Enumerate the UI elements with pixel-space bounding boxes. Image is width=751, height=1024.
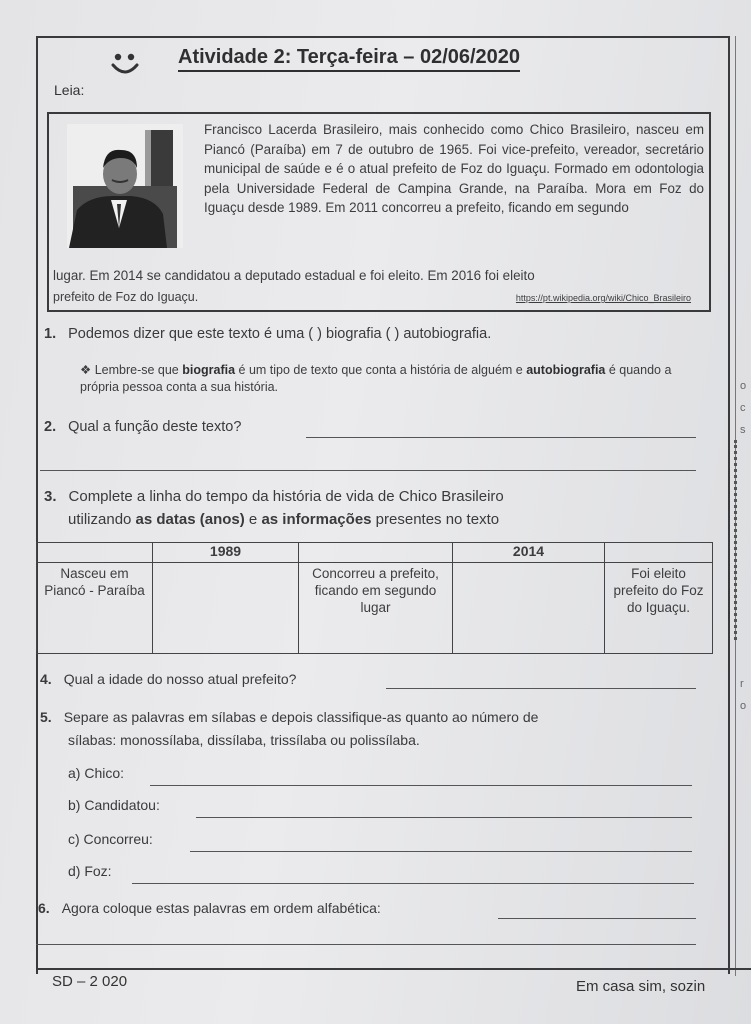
adjacent-page-edge (735, 36, 751, 976)
answer-line-a[interactable] (150, 785, 692, 786)
footer-divider (36, 968, 751, 970)
question-3: 3. Complete a linha do tempo da história de vida de Chico Brasileiro (44, 488, 504, 505)
source-line (53, 290, 691, 304)
edge-letter: o (740, 700, 747, 712)
syllable-item-a: a) Chico: (68, 765, 125, 781)
smiley-icon (108, 46, 142, 80)
biography-text: Francisco Lacerda Brasileiro, mais conhecido como Chico Brasileiro, nasceu em Piancó (Paraíba) em 7 de outubro de 1965. Foi vice-prefeito, vereador, secretário municipal de saúde e é o atual prefeito de Foz do Iguaçu. Formado em odontologia pela Universidade Federal de Campina Grande, na Paraíba. Mora em Foz do Iguaçu desde 1989. Em 2011 concorreu a prefeito, ficando em segundo (204, 122, 704, 215)
timeline-event-row (37, 563, 713, 654)
event-cell: Foi eleito prefeito do Foz do Iguaçu. (605, 563, 713, 654)
event-cell[interactable] (453, 563, 605, 654)
answer-line-b[interactable] (196, 817, 692, 818)
question-4-text: Qual a idade do nosso atual prefeito? (63, 671, 297, 687)
syllable-item-c: c) Concorreu: (68, 831, 153, 847)
question-2: 2. Qual a função deste texto? (44, 419, 242, 435)
question-1: 1. Podemos dizer que este texto é uma ( ) biografia ( ) autobiografia. (44, 326, 492, 342)
question-6-text: Agora coloque estas palavras em ordem alfabética: (61, 900, 381, 916)
edge-letter: r (740, 678, 744, 690)
answer-line-q4[interactable] (386, 688, 696, 689)
reading-text-box (47, 112, 711, 312)
dotted-margin-line (734, 440, 737, 640)
page-title: Atividade 2: Terça-feira – 02/06/2020 (178, 46, 520, 72)
syllable-item-d: d) Foz: (68, 863, 112, 879)
answer-line-q6[interactable] (498, 918, 696, 919)
read-label: Leia: (54, 82, 85, 98)
year-cell: 1989 (153, 543, 299, 563)
timeline-year-row (37, 543, 713, 563)
answer-line-q6b[interactable] (36, 944, 696, 945)
question-3-line1: Complete a linha do tempo da história de vida de Chico Brasileiro (68, 488, 504, 505)
event-cell: Concorreu a prefeito, ficando em segundo lugar (299, 563, 453, 654)
timeline-table (36, 542, 713, 654)
edge-letter: c (740, 402, 746, 414)
year-cell[interactable] (299, 543, 453, 563)
question-4: 4. Qual a idade do nosso atual prefeito? (40, 671, 297, 687)
question-1-text: Podemos dizer que este texto é uma ( ) biografia ( ) autobiografia. (68, 326, 492, 342)
question-3-line2: utilizando as datas (anos) e as informações presentes no texto (68, 511, 500, 528)
question-6: 6. Agora coloque estas palavras em ordem alfabética: (38, 900, 381, 916)
event-cell[interactable] (153, 563, 299, 654)
syllable-item-b: b) Candidatou: (68, 797, 160, 813)
edge-letter: o (740, 380, 747, 392)
event-cell: Nasceu em Piancó - Paraíba (37, 563, 153, 654)
tip-note: ❖ Lembre-se que biografia é um tipo de texto que conta a história de alguém e autobiografia é quando a própria pessoa conta a sua história. (80, 363, 672, 394)
answer-line-q2[interactable] (306, 437, 696, 438)
question-5-line1: Separe as palavras em sílabas e depois classifique-as quanto ao número de (63, 709, 539, 725)
question-2-text: Qual a função deste texto? (68, 419, 242, 435)
biography-ending: prefeito de Foz do Iguaçu. (53, 290, 199, 304)
biography-text-continued: lugar. Em 2014 se candidatou a deputado estadual e foi eleito. Em 2016 foi eleito (53, 268, 535, 283)
footer-slogan: Em casa sim, sozin (576, 978, 706, 995)
answer-line-c[interactable] (190, 851, 692, 852)
footer-code: SD – 2 020 (52, 973, 128, 990)
edge-letter: s (740, 424, 746, 436)
answer-line-q2b[interactable] (40, 470, 696, 471)
source-link[interactable]: https://pt.wikipedia.org/wiki/Chico_Brasileiro (515, 293, 691, 303)
year-cell[interactable] (605, 543, 713, 563)
diamond-icon: ❖ (80, 363, 95, 377)
year-cell: 2014 (453, 543, 605, 563)
year-cell[interactable] (37, 543, 153, 563)
mayor-photo (67, 124, 183, 248)
question-5: 5. Separe as palavras em sílabas e depois classifique-as quanto ao número de (40, 709, 539, 725)
question-5-line2: sílabas: monossílaba, dissílaba, trissílaba ou polissílaba. (68, 732, 420, 748)
answer-line-d[interactable] (132, 883, 694, 884)
